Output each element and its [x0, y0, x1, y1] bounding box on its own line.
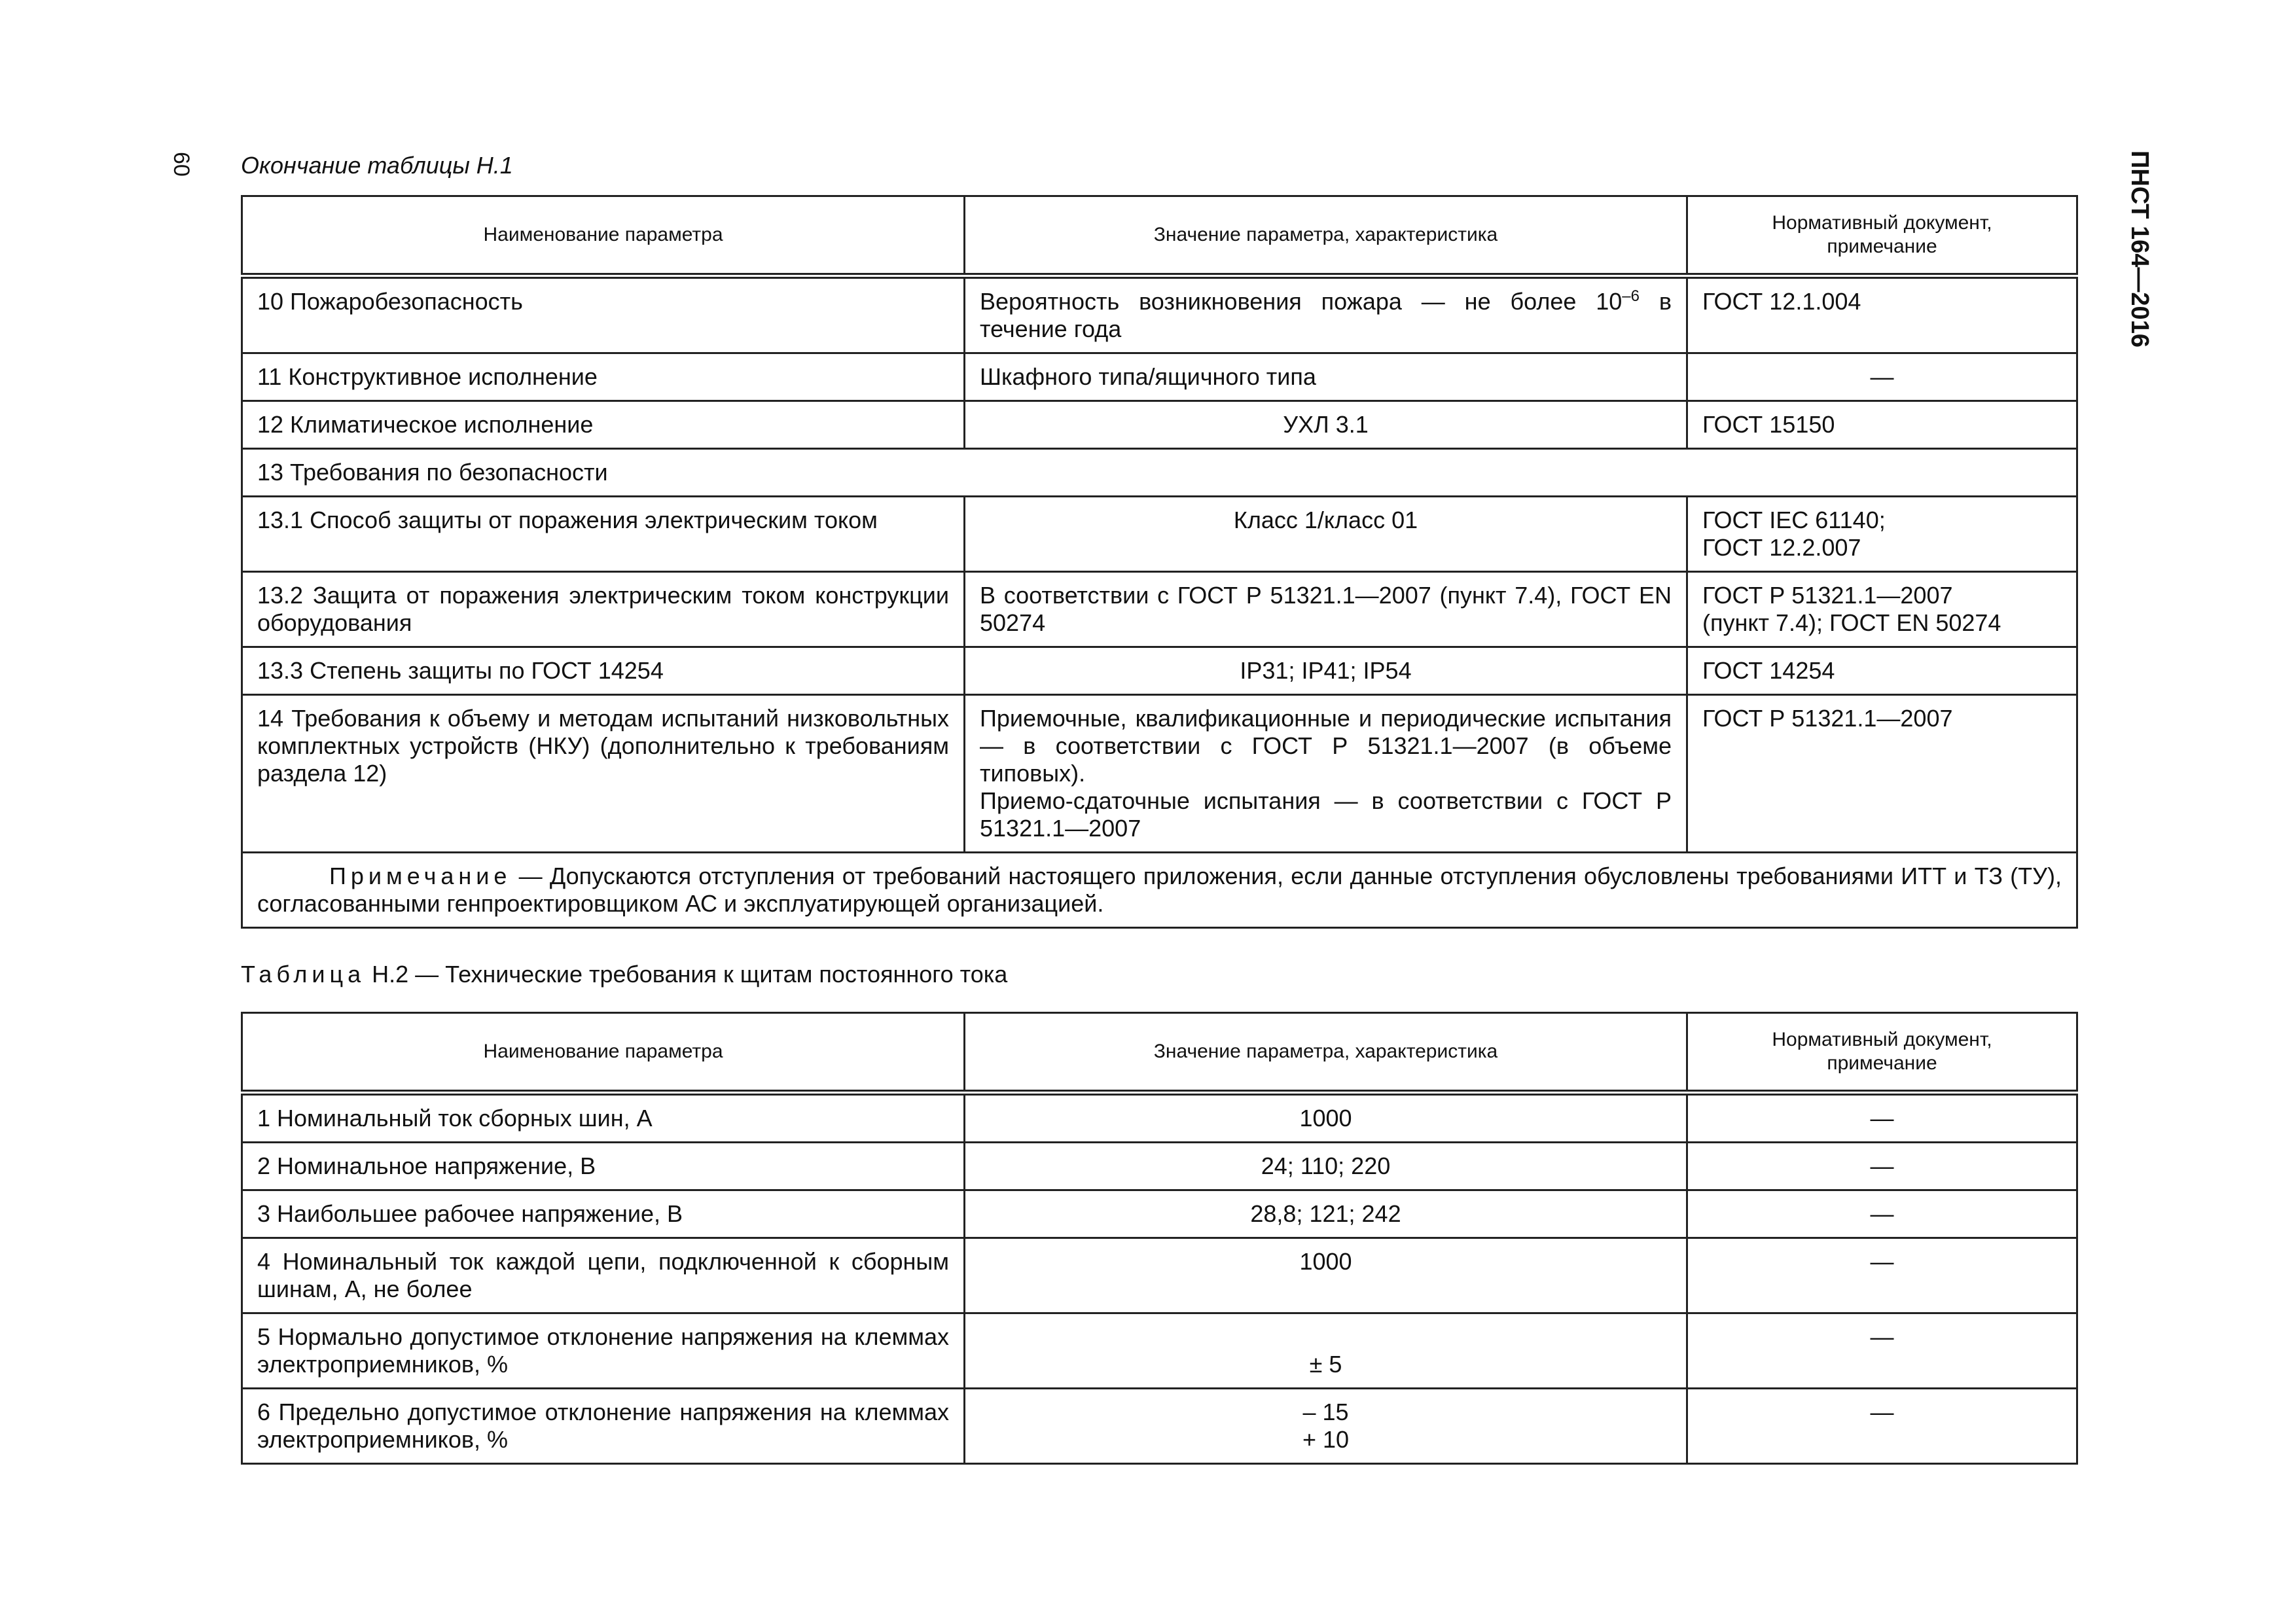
- header-parameter-name: Наименование параметра: [242, 1013, 965, 1093]
- param-name: 13.3 Степень защиты по ГОСТ 14254: [242, 647, 965, 695]
- param-doc: —: [1687, 353, 2077, 401]
- param-doc: —: [1687, 1093, 2077, 1143]
- table-row: [242, 1093, 2077, 1143]
- table-note: [242, 853, 2077, 928]
- param-doc: ГОСТ IEC 61140; ГОСТ 12.2.007: [1687, 497, 2077, 572]
- table-row: [242, 1238, 2077, 1313]
- header-parameter-value: Значение параметра, характеристика: [965, 1013, 1687, 1093]
- param-name: 13.1 Способ защиты от поражения электрическим током: [242, 497, 965, 572]
- page-number: 60: [169, 152, 194, 177]
- param-name: 4 Номинальный ток каждой цепи, подключенной к сборным шинам, А, не более: [242, 1238, 965, 1313]
- param-value: Шкафного типа/ящичного типа: [965, 353, 1687, 401]
- param-value: 1000: [965, 1238, 1687, 1313]
- param-name: 6 Предельно допустимое отклонение напряжения на клеммах электроприемников, %: [242, 1389, 965, 1464]
- header-normative-document: Нормативный документ, примечание: [1687, 1013, 2077, 1093]
- param-value: Вероятность возникновения пожара — не более $10^{-6}$ в течение года: [965, 276, 1687, 353]
- param-name: 13.2 Защита от поражения электрическим током конструкции оборудования: [242, 572, 965, 647]
- header-normative-document: Нормативный документ, примечание: [1687, 196, 2077, 276]
- param-name: 3 Наибольшее рабочее напряжение, В: [242, 1190, 965, 1238]
- table-row: [242, 1143, 2077, 1190]
- param-name: 5 Нормально допустимое отклонение напряжения на клеммах электроприемников, %: [242, 1313, 965, 1389]
- table-row: [242, 401, 2077, 449]
- table-row: [242, 1389, 2077, 1464]
- table-note-row: [242, 853, 2077, 928]
- param-doc: ГОСТ 14254: [1687, 647, 2077, 695]
- document-designation: ПНСТ 164—2016: [2126, 151, 2153, 348]
- table-header-row: [242, 1013, 2077, 1093]
- param-value: Класс 1/класс 01: [965, 497, 1687, 572]
- param-doc: ГОСТ 12.1.004: [1687, 276, 2077, 353]
- param-value: УХЛ 3.1: [965, 401, 1687, 449]
- table-row: [242, 497, 2077, 572]
- table-row: [242, 1190, 2077, 1238]
- param-name: 10 Пожаробезопасность: [242, 276, 965, 353]
- table-h2-caption: Таблица Н.2 — Технические требования к щитам постоянного тока: [241, 961, 1008, 988]
- param-name: 11 Конструктивное исполнение: [242, 353, 965, 401]
- param-value: В соответствии с ГОСТ Р 51321.1—2007 (пункт 7.4), ГОСТ EN 50274: [965, 572, 1687, 647]
- table-row: [242, 572, 2077, 647]
- param-doc: —: [1687, 1238, 2077, 1313]
- param-value: 24; 110; 220: [965, 1143, 1687, 1190]
- param-doc: —: [1687, 1143, 2077, 1190]
- table-row: [242, 276, 2077, 353]
- param-value: ± 5: [965, 1313, 1687, 1389]
- param-value: Приемочные, квалификационные и периодические испытания — в соответствии с ГОСТ Р 51321.1—2007 (в объеме типовых). Приемо-сдаточные испытания — в соответствии с ГОСТ Р 51321.1—2007: [965, 695, 1687, 853]
- header-parameter-name: Наименование параметра: [242, 196, 965, 276]
- table-row: [242, 449, 2077, 497]
- table-row: [242, 1313, 2077, 1389]
- table-continuation-caption: Окончание таблицы Н.1: [241, 152, 513, 179]
- param-doc: ГОСТ Р 51321.1—2007 (пункт 7.4); ГОСТ EN 50274: [1687, 572, 2077, 647]
- param-name: 14 Требования к объему и методам испытаний низковольтных комплектных устройств (НКУ) (дополнительно к требованиям раздела 12): [242, 695, 965, 853]
- param-value: 1000: [965, 1093, 1687, 1143]
- table-h2: [241, 1012, 2078, 1465]
- table-row: [242, 647, 2077, 695]
- header-parameter-value: Значение параметра, характеристика: [965, 196, 1687, 276]
- param-doc: ГОСТ 15150: [1687, 401, 2077, 449]
- param-value: 28,8; 121; 242: [965, 1190, 1687, 1238]
- param-doc: —: [1687, 1313, 2077, 1389]
- note-label: Примечание: [329, 863, 512, 889]
- param-name: 2 Номинальное напряжение, В: [242, 1143, 965, 1190]
- section-heading: 13 Требования по безопасности: [242, 449, 2077, 497]
- param-name: 12 Климатическое исполнение: [242, 401, 965, 449]
- table-h1: [241, 195, 2078, 929]
- table-row: [242, 695, 2077, 853]
- table-header-row: [242, 196, 2077, 276]
- param-name: 1 Номинальный ток сборных шин, А: [242, 1093, 965, 1143]
- param-value: – 15 + 10: [965, 1389, 1687, 1464]
- note-text: — Допускаются отступления от требований настоящего приложения, если данные отступления обусловлены требованиями ИТТ и ТЗ (ТУ), согласованными генпроектировщиком АС и эксплуатирующей организацией.: [257, 863, 2062, 917]
- param-doc: ГОСТ Р 51321.1—2007: [1687, 695, 2077, 853]
- param-value: IP31; IP41; IP54: [965, 647, 1687, 695]
- param-doc: —: [1687, 1190, 2077, 1238]
- param-doc: —: [1687, 1389, 2077, 1464]
- table-row: [242, 353, 2077, 401]
